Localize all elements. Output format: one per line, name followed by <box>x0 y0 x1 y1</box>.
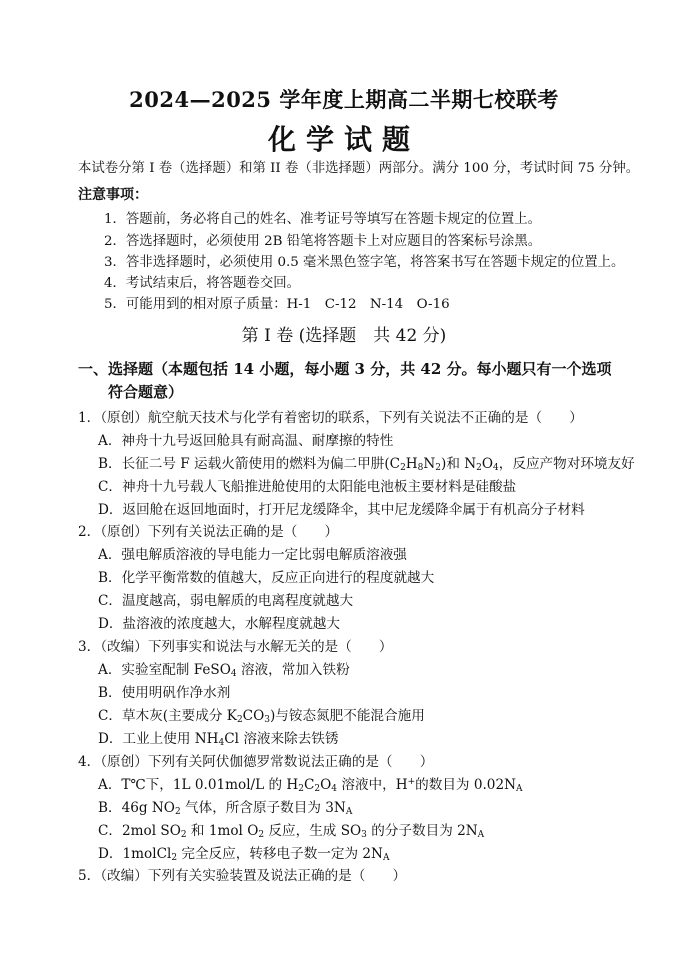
q2-option-a: A．强电解质溶液的导电能力一定比弱电解质溶液强 <box>98 547 407 563</box>
exam-intro: 本试卷分第 I 卷（选择题）和第 II 卷（非选择题）两部分。满分 100 分，考试时间 75 分钟。 <box>78 161 640 176</box>
q3-option-d: D．工业上使用 $NH_4Cl$ 溶液来除去铁锈 <box>98 731 339 748</box>
q3-option-a: A．实验室配制 FeSO$_4$ 溶液，常加入铁粉 <box>98 662 350 679</box>
q1-option-d: D．返回舱在返回地面时，打开尼龙缓降伞，其中尼龙缓降伞属于有机高分子材料 <box>98 502 585 518</box>
subject-title: 化学试题 <box>267 123 420 156</box>
part-instruction-cont: 符合题意） <box>108 383 184 401</box>
question-3-stem: 3．（改编）下列事实和说法与水解无关的是（ ） <box>78 639 393 655</box>
q1-option-c: C．神舟十九号载人飞船推进舱使用的太阳能电池板主要材料是硅酸盐 <box>98 479 517 495</box>
q4-option-b: B．46g $NO_2$ 气体，所含原子数目为 $3N_A$ <box>98 800 353 817</box>
question-2-stem: 2．（原创）下列有关说法正确的是（ ） <box>78 524 339 540</box>
notice-item: 4．考试结束后，将答题卷交回。 <box>104 276 300 291</box>
q2-option-d: D．盐溶液的浓度越大，水解程度就越大 <box>98 616 340 632</box>
notice-item: 3．答非选择题时，必须使用 0.5 毫米黑色签字笔，将答案书写在答题卡规定的位置上。 <box>104 255 625 270</box>
q3-option-b: B．使用明矾作净水剂 <box>98 685 231 701</box>
q4-option-a: A．T℃下，1L 0.01mol/L 的 $H_2C_2O_4$ 溶液中，H+的数目为 $0.02N_A$ <box>98 777 523 794</box>
notice-heading: 注意事项： <box>78 187 148 203</box>
exam-title: 2024—2025 学年度上期高二半期七校联考 <box>129 87 559 112</box>
q1-option-a: A．神舟十九号返回舱具有耐高温、耐摩擦的特性 <box>98 433 394 449</box>
notice-item: 2．答选择题时，必须使用 2B 铅笔将答题卡上对应题目的答案标号涂黑。 <box>104 234 542 249</box>
q2-option-c: C．温度越高，弱电解质的电离程度就越大 <box>98 593 354 609</box>
question-4-stem: 4．（原创）下列有关阿伏伽德罗常数说法正确的是（ ） <box>78 754 434 770</box>
part-instruction: 一、选择题（本题包括 14 小题，每小题 3 分，共 42 分。每小题只有一个选项 <box>78 360 612 378</box>
q4-option-c: C．2mol $SO_2$ 和 1mol $O_2$ 反应，生成 $SO_3$ 的分子数目为 $2N_A$ <box>98 823 485 840</box>
section-title: 第 I 卷 (选择题 共 42 分) <box>241 326 447 346</box>
q4-option-d: D．1molCl$_2$ 完全反应，转移电子数一定为 $2N_A$ <box>98 846 390 863</box>
question-5-stem: 5．（改编）下列有关实验装置及说法正确的是（ ） <box>78 868 407 884</box>
q3-option-c: C．草木灰(主要成分 $K_2CO_3$)与铵态氮肥不能混合施用 <box>98 708 425 725</box>
q1-option-b: B．长征二号 F 运载火箭使用的燃料为偏二甲肼$(C_2H_8N_2)$和 $N_2O_4$，反应产物对环境友好 <box>98 456 635 473</box>
q2-option-b: B．化学平衡常数的值越大，反应正向进行的程度就越大 <box>98 570 435 586</box>
notice-item: 1．答题前，务必将自己的姓名、准考证号等填写在答题卡规定的位置上。 <box>104 212 542 227</box>
question-1-stem: 1．（原创）航空航天技术与化学有着密切的联系，下列有关说法不正确的是（ ） <box>78 410 583 426</box>
notice-item: 5．可能用到的相对原子质量：H-1 C-12 N-14 O-16 <box>104 297 450 312</box>
